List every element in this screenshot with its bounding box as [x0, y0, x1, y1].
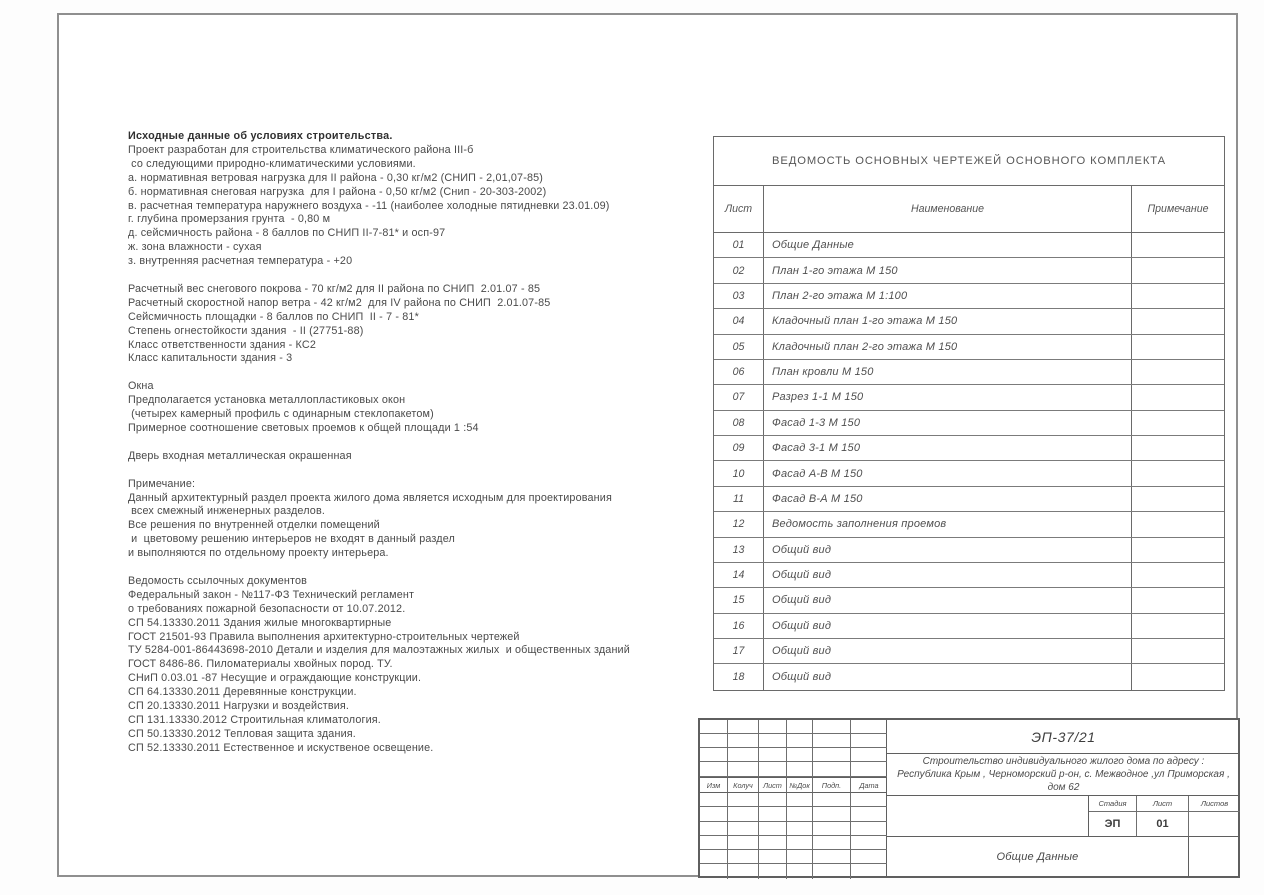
row-note	[1132, 664, 1224, 689]
row-sheet-number: 10	[714, 461, 764, 485]
note-line: Класс капитальности здания - 3	[128, 352, 293, 365]
row-drawing-name: Общий вид	[764, 639, 1132, 663]
row-sheet-number: 07	[714, 385, 764, 409]
title-block	[698, 718, 1240, 878]
revision-col-label: Подп.	[813, 777, 851, 793]
revision-col-label: Изм	[700, 777, 728, 793]
revision-cell	[700, 807, 728, 821]
revision-cell	[700, 822, 728, 836]
project-description-line2: Республика Крым , Черноморский р-он, с. Межводное ,ул Приморская , дом 62	[897, 769, 1230, 793]
note-line: СНиП 0.03.01 -87 Несущие и ограждающие конструкции.	[128, 672, 422, 685]
row-note	[1132, 335, 1224, 359]
row-sheet-number: 06	[714, 360, 764, 384]
row-drawing-name: Общий вид	[764, 588, 1132, 612]
row-drawing-name: Разрез 1-1 М 150	[764, 385, 1132, 409]
row-sheet-number: 01	[714, 233, 764, 257]
table-row	[714, 614, 1224, 639]
note-paragraph	[128, 130, 718, 269]
revision-cell	[813, 864, 851, 878]
row-note	[1132, 639, 1224, 663]
row-note	[1132, 588, 1224, 612]
construction-notes	[128, 130, 718, 770]
table-row	[714, 309, 1224, 334]
row-sheet-number: 08	[714, 411, 764, 435]
sheet-value: 01	[1137, 812, 1189, 837]
signatures-empty-cell	[887, 796, 1089, 837]
note-line: Класс ответственности здания - КС2	[128, 338, 316, 351]
revision-cell	[787, 762, 813, 777]
table-row	[714, 461, 1224, 486]
note-line: и цветовому решению интерьеров не входят в данный раздел	[128, 533, 455, 546]
project-description-line1: Строительство индивидуального жилого дома по адресу :	[922, 756, 1205, 767]
revision-cell	[728, 793, 759, 807]
table-row	[714, 284, 1224, 309]
note-line: и выполняются по отдельному проекту интерьера.	[128, 547, 389, 560]
document-number: ЭП-37/21	[887, 720, 1240, 754]
revision-cell	[813, 822, 851, 836]
revision-cell	[728, 807, 759, 821]
note-line: Примечание:	[128, 477, 196, 490]
note-line: ТУ 5284-001-86443698-2010 Детали и изделия для малоэтажных жилых и общественных зданий	[128, 644, 630, 657]
revision-cell	[759, 793, 787, 807]
row-sheet-number: 14	[714, 563, 764, 587]
row-sheet-number: 02	[714, 258, 764, 282]
revision-col-label: №Док	[787, 777, 813, 793]
note-line: со следующими природно-климатическими условиями.	[128, 157, 416, 170]
revision-cell	[851, 836, 887, 850]
stage-label: Стадия	[1089, 796, 1137, 812]
note-line: Расчетный вес снегового покрова - 70 кг/м2 для II района по СНИП 2.01.07 - 85	[128, 282, 541, 295]
row-drawing-name: Фасад 1-3 М 150	[764, 411, 1132, 435]
note-line: в. расчетная температура наружнего воздуха - -11 (наиболее холодные пятидневки 23.01.09)	[128, 199, 610, 212]
note-line: б. нормативная снеговая нагрузка для I района - 0,50 кг/м2 (Снип - 20-303-2002)	[128, 185, 547, 198]
revision-cell	[851, 748, 887, 762]
revision-cell	[813, 850, 851, 864]
revision-cell	[787, 720, 813, 734]
sheets-label: Листов	[1189, 796, 1240, 812]
revision-cell	[851, 762, 887, 777]
note-line: Ведомость ссылочных документов	[128, 574, 308, 587]
note-paragraph	[128, 478, 718, 561]
note-line: Окна	[128, 380, 154, 393]
drawings-table-title: ВЕДОМОСТЬ ОСНОВНЫХ ЧЕРТЕЖЕЙ ОСНОВНОГО КОМПЛЕКТА	[714, 137, 1224, 186]
notes-heading: Исходные данные об условиях строительства.	[128, 130, 393, 142]
column-header-name: Наименование	[764, 186, 1132, 232]
revision-cell	[787, 807, 813, 821]
revision-cell	[759, 850, 787, 864]
revision-cell	[728, 850, 759, 864]
revision-cell	[728, 748, 759, 762]
sheet-title: Общие Данные	[887, 837, 1189, 876]
row-drawing-name: Общие Данные	[764, 233, 1132, 257]
table-row	[714, 385, 1224, 410]
revision-cell	[728, 836, 759, 850]
note-line: г. глубина промерзания грунта - 0,80 м	[128, 213, 331, 226]
row-drawing-name: Общий вид	[764, 538, 1132, 562]
row-note	[1132, 461, 1224, 485]
revision-cell	[700, 793, 728, 807]
row-drawing-name: Общий вид	[764, 563, 1132, 587]
row-sheet-number: 18	[714, 664, 764, 689]
revision-cell	[759, 748, 787, 762]
row-sheet-number: 15	[714, 588, 764, 612]
note-line: СП 20.13330.2011 Нагрузки и воздействия.	[128, 700, 350, 713]
revision-cell	[700, 850, 728, 864]
drawings-register-table	[713, 136, 1225, 691]
table-row	[714, 588, 1224, 613]
revision-cell	[813, 748, 851, 762]
row-note	[1132, 258, 1224, 282]
row-note	[1132, 487, 1224, 511]
row-sheet-number: 13	[714, 538, 764, 562]
row-drawing-name: План 1-го этажа М 150	[764, 258, 1132, 282]
revision-cell	[787, 836, 813, 850]
table-row	[714, 639, 1224, 664]
revision-cell	[700, 748, 728, 762]
note-line: всех смежный инженерных разделов.	[128, 505, 325, 518]
revision-cell	[728, 762, 759, 777]
row-note	[1132, 538, 1224, 562]
revision-cell	[759, 807, 787, 821]
note-line: Степень огнестойкости здания - II (27751-88)	[128, 324, 364, 337]
note-line: ГОСТ 8486-86. Пиломатериалы хвойных пород. ТУ.	[128, 658, 393, 671]
revision-cell	[851, 864, 887, 878]
table-row	[714, 538, 1224, 563]
note-line: а. нормативная ветровая нагрузка для II района - 0,30 кг/м2 (СНИП - 2,01,07-85)	[128, 171, 544, 184]
revision-cell	[700, 836, 728, 850]
revision-cell	[851, 822, 887, 836]
note-line: ж. зона влажности - сухая	[128, 241, 262, 254]
note-line: Предполагается установка металлопластиковых окон	[128, 394, 406, 407]
row-note	[1132, 233, 1224, 257]
table-row	[714, 487, 1224, 512]
row-sheet-number: 05	[714, 335, 764, 359]
note-line: ГОСТ 21501-93 Правила выполнения архитектурно-строительных чертежей	[128, 630, 520, 643]
column-header-sheet: Лист	[714, 186, 764, 232]
revision-cell	[700, 734, 728, 748]
row-sheet-number: 11	[714, 487, 764, 511]
row-note	[1132, 385, 1224, 409]
table-row	[714, 258, 1224, 283]
stage-value: ЭП	[1089, 812, 1137, 837]
revision-cell	[759, 762, 787, 777]
stage-values-row	[1089, 812, 1240, 837]
row-sheet-number: 16	[714, 614, 764, 638]
row-drawing-name: Фасад 3-1 М 150	[764, 436, 1132, 460]
row-drawing-name: Ведомость заполнения проемов	[764, 512, 1132, 536]
revision-cell	[759, 720, 787, 734]
revision-cell	[728, 734, 759, 748]
table-row	[714, 512, 1224, 537]
row-sheet-number: 04	[714, 309, 764, 333]
revision-cell	[813, 836, 851, 850]
revision-cell	[728, 864, 759, 878]
row-sheet-number: 09	[714, 436, 764, 460]
revision-cell	[787, 822, 813, 836]
drawings-table-header	[714, 186, 1224, 233]
row-note	[1132, 563, 1224, 587]
stage-header-row	[1089, 796, 1240, 812]
revision-cell	[787, 734, 813, 748]
revision-cell	[759, 864, 787, 878]
revision-cell	[787, 850, 813, 864]
row-sheet-number: 03	[714, 284, 764, 308]
organization-empty-cell	[1189, 837, 1240, 876]
note-line: з. внутренняя расчетная температура - +20	[128, 255, 353, 268]
table-row	[714, 436, 1224, 461]
revision-cell	[728, 720, 759, 734]
row-drawing-name: Кладочный план 1-го этажа М 150	[764, 309, 1132, 333]
revision-cell	[787, 748, 813, 762]
note-line: Федеральный закон - №117-ФЗ Технический регламент	[128, 588, 415, 601]
note-paragraph	[128, 380, 718, 436]
revision-cell	[851, 807, 887, 821]
revision-cell	[813, 734, 851, 748]
note-line: Примерное соотношение световых проемов к общей площади 1 :54	[128, 422, 479, 434]
revision-cell	[813, 762, 851, 777]
revision-col-label: Лист	[759, 777, 787, 793]
revision-cell	[700, 864, 728, 878]
row-note	[1132, 512, 1224, 536]
note-line: СП 52.13330.2011 Естественное и искуственое освещение.	[128, 741, 434, 754]
note-line: (четырех камерный профиль с одинарным стеклопакетом)	[128, 408, 434, 421]
column-header-note: Примечание	[1147, 203, 1209, 215]
note-line: СП 64.13330.2011 Деревянные конструкции.	[128, 686, 357, 699]
revision-cell	[759, 822, 787, 836]
revision-cell	[851, 850, 887, 864]
note-line: Дверь входная металлическая окрашенная	[128, 449, 352, 462]
row-sheet-number: 17	[714, 639, 764, 663]
revision-cell	[813, 720, 851, 734]
note-line: Проект разработан для строительства климатического района III-б	[128, 143, 474, 156]
revision-cell	[728, 822, 759, 836]
row-drawing-name: Общий вид	[764, 664, 1132, 689]
table-row	[714, 335, 1224, 360]
revision-col-label: Дата	[851, 777, 887, 793]
row-drawing-name: Фасад В-А М 150	[764, 487, 1132, 511]
note-line: Сейсмичность площадки - 8 баллов по СНИП II - 7 - 81*	[128, 310, 419, 323]
row-drawing-name: Кладочный план 2-го этажа М 150	[764, 335, 1132, 359]
note-line: д. сейсмичность района - 8 баллов по СНИП II-7-81* и осп-97	[128, 227, 446, 240]
revision-cell	[787, 793, 813, 807]
revision-cell	[700, 762, 728, 777]
table-row	[714, 233, 1224, 258]
revision-col-label: Колуч	[728, 777, 759, 793]
revision-cell	[851, 793, 887, 807]
revision-cell	[851, 720, 887, 734]
note-line: Расчетный скоростной напор ветра - 42 кг/м2 для IV района по СНИП 2.01.07-85	[128, 296, 551, 309]
sheet-label: Лист	[1137, 796, 1189, 812]
note-paragraph	[128, 283, 718, 366]
sheets-value	[1189, 812, 1240, 837]
revision-grid	[700, 720, 887, 876]
table-row	[714, 360, 1224, 385]
row-note	[1132, 284, 1224, 308]
row-drawing-name: План кровли М 150	[764, 360, 1132, 384]
note-line: СП 131.13330.2012 Строитильная климатология.	[128, 713, 381, 726]
revision-cell	[759, 734, 787, 748]
row-note	[1132, 614, 1224, 638]
drawings-table-body	[714, 233, 1224, 690]
note-paragraph	[128, 575, 718, 756]
project-description	[887, 754, 1240, 796]
note-line: СП 50.13330.2012 Тепловая защита здания.	[128, 727, 356, 740]
revision-cell	[759, 836, 787, 850]
table-row	[714, 411, 1224, 436]
row-note	[1132, 309, 1224, 333]
table-row	[714, 563, 1224, 588]
note-line: СП 54.13330.2011 Здания жилые многоквартирные	[128, 616, 392, 629]
row-drawing-name: План 2-го этажа М 1:100	[764, 284, 1132, 308]
revision-cell	[700, 720, 728, 734]
row-note	[1132, 360, 1224, 384]
table-row	[714, 664, 1224, 689]
row-note	[1132, 436, 1224, 460]
row-drawing-name: Фасад А-В М 150	[764, 461, 1132, 485]
revision-cell	[813, 793, 851, 807]
note-paragraph	[128, 450, 718, 464]
revision-cell	[813, 807, 851, 821]
note-line: Данный архитектурный раздел проекта жилого дома является исходным для проектирования	[128, 491, 612, 504]
revision-cell	[851, 734, 887, 748]
row-drawing-name: Общий вид	[764, 614, 1132, 638]
note-line: Все решения по внутренней отделки помещений	[128, 519, 380, 532]
row-sheet-number: 12	[714, 512, 764, 536]
note-line: о требованиях пожарной безопасности от 10.07.2012.	[128, 602, 406, 615]
row-note	[1132, 411, 1224, 435]
revision-cell	[787, 864, 813, 878]
